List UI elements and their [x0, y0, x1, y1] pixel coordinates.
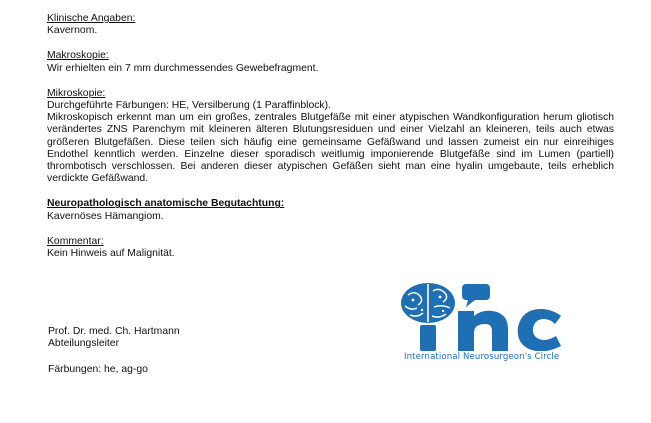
signature-block — [48, 326, 180, 350]
assessment-heading: Neuropathologisch anatomische Begutachtung: — [47, 198, 285, 210]
stainings-footer: Färbungen: he, ag-go — [48, 364, 148, 375]
microscopy-stains: Durchgeführte Färbungen: HE, Versilberung (1 Paraffinblock). — [47, 100, 331, 112]
signature-role: Abteilungsleiter — [48, 338, 120, 350]
signature-name: Prof. Dr. med. Ch. Hartmann — [48, 326, 180, 337]
microscopy-heading: Mikroskopie: — [47, 87, 106, 99]
clinical-section — [47, 13, 614, 37]
macroscopy-section — [47, 50, 614, 74]
microscopy-section — [47, 88, 614, 186]
comment-text: Kein Hinweis auf Malignität. — [47, 248, 175, 260]
clinical-heading: Klinische Angaben: — [47, 13, 136, 24]
logo-letter-c — [518, 309, 561, 351]
logo-letter-n — [458, 311, 508, 351]
microscopy-text: Mikroskopisch erkennt man um ein großes, zentrales Blutgefäße mit einer atypischen Wandkonfiguration herum gliotisch verändertes ZNS Parenchym mit kleineren älteren Blutungsresiduen und einer Vielzahl an kleineren, teils auch etwas größeren Blutgefäßen. Diese teilen sich häufig eine gemeinsame Gefäßwand und lassen zumeist ein nur einreihiges Endothel kenntlich werden. Einzelne dieser sporadisch weitlumig imponierende Blutgefäße sind im Lumen (partiell) thrombotisch verschlossen. Bei anderen dieser atypischen Gefäßen sieht man eine hyalin umgebaute, teils erheblich verdickte Gefäßwand. — [47, 112, 614, 185]
assessment-text: Kavernöses Hämangiom. — [47, 210, 164, 222]
comment-heading: Kommentar: — [47, 235, 104, 247]
comment-section — [47, 236, 614, 260]
assessment-section — [47, 198, 614, 222]
pathology-report — [47, 13, 614, 273]
logo-caption: International Neurosurgeon's Circle — [404, 352, 560, 362]
clinical-text: Kavernom. — [47, 25, 98, 37]
macroscopy-heading: Makroskopie: — [47, 50, 109, 62]
macroscopy-text: Wir erhielten ein 7 mm durchmessendes Gewebefragment. — [47, 62, 319, 74]
speech-bubble-icon — [462, 284, 490, 307]
inc-logo-graphic — [398, 281, 598, 351]
logo-letter-i-stem — [420, 325, 436, 351]
brain-icon — [401, 283, 455, 323]
